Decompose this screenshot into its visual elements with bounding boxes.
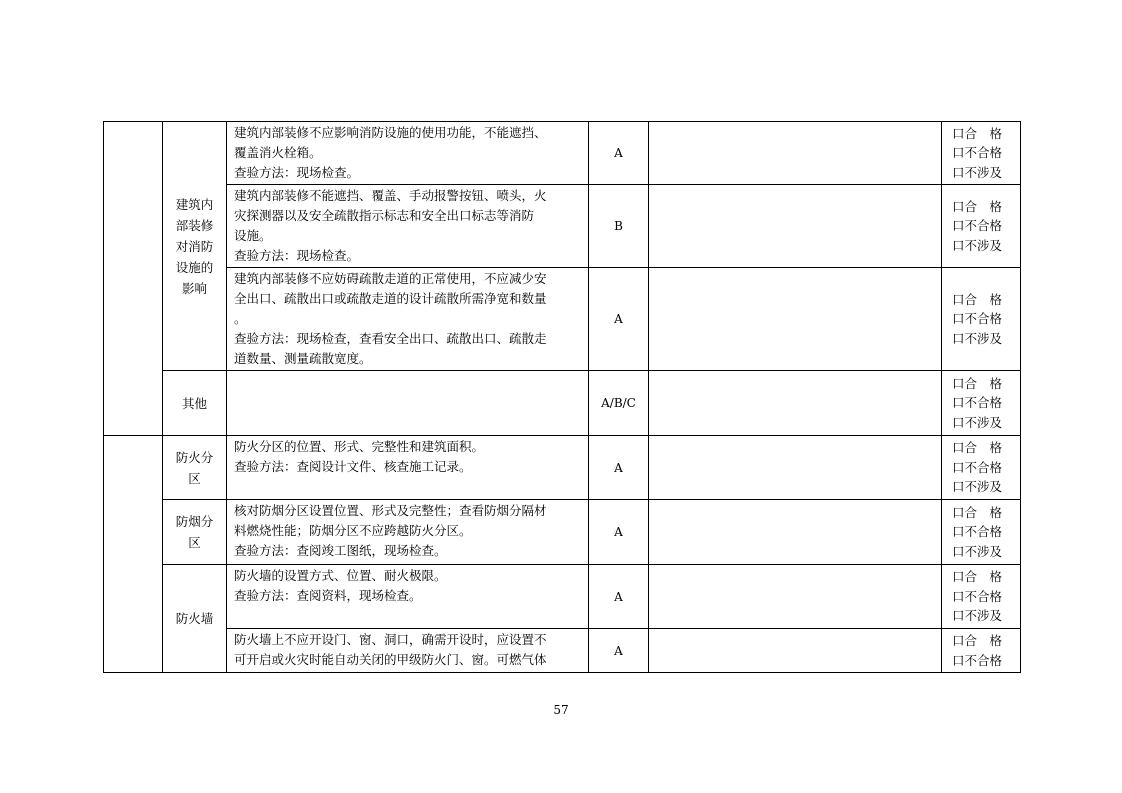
item-label: 防烟分区 <box>175 514 214 550</box>
note-cell <box>649 185 942 268</box>
grade-cell: A/B/C <box>589 371 649 436</box>
result-option: 口合 格 <box>952 291 1003 307</box>
note-cell <box>649 565 942 629</box>
requirement-cell <box>227 436 589 500</box>
result-option: 口不合格 <box>952 218 1003 234</box>
requirement-cell <box>227 629 589 673</box>
item-label: 建筑内部装修对消防设施的影响 <box>175 196 214 296</box>
requirement-line: 覆盖消火栓箱。 <box>234 145 322 160</box>
requirement-line: 全出口、疏散出口或疏散走道的设计疏散所需净宽和数量 <box>234 291 547 306</box>
item-cell: 防火墙 <box>163 565 227 673</box>
note-cell <box>649 500 942 565</box>
note-cell <box>649 268 942 371</box>
requirement-line: 查验方法：查阅资料，现场检查。 <box>234 588 422 603</box>
result-option: 口不涉及 <box>952 414 1003 430</box>
requirement-cell <box>227 185 589 268</box>
page-number: 57 <box>553 703 569 717</box>
table-row <box>104 565 1021 629</box>
note-cell <box>649 371 942 436</box>
result-option: 口不合格 <box>952 524 1003 540</box>
result-option: 口不合格 <box>952 652 1003 668</box>
note-cell <box>649 629 942 673</box>
table-row <box>104 500 1021 565</box>
requirement-line: 查验方法：查阅竣工图纸，现场检查。 <box>234 543 447 558</box>
result-option: 口合 格 <box>952 569 1003 585</box>
section-cell <box>104 122 163 436</box>
note-cell <box>649 436 942 500</box>
table-row <box>104 436 1021 500</box>
result-option: 口合 格 <box>952 375 1003 391</box>
requirement-line: 可开启或火灾时能自动关闭的甲级防火门、窗。可燃气体 <box>234 652 547 667</box>
result-cell <box>942 122 1021 185</box>
note-cell <box>649 122 942 185</box>
item-cell <box>163 436 227 500</box>
item-cell <box>163 500 227 565</box>
requirement-line: 灾探测器以及安全疏散指示标志和安全出口标志等消防 <box>234 208 535 223</box>
inspection-table <box>103 121 1021 673</box>
table-row <box>104 629 1021 673</box>
requirement-line: 防火墙的设置方式、位置、耐火极限。 <box>234 568 447 583</box>
result-option: 口不涉及 <box>952 164 1003 180</box>
requirement-line: 建筑内部装修不应妨碍疏散走道的正常使用，不应减少安 <box>234 271 547 286</box>
result-cell <box>942 500 1021 565</box>
result-cell <box>942 629 1021 673</box>
grade-cell: A <box>589 565 649 629</box>
table-row <box>104 185 1021 268</box>
grade-cell: A <box>589 629 649 673</box>
result-option: 口不合格 <box>952 311 1003 327</box>
result-option: 口合 格 <box>952 125 1003 141</box>
requirement-line: 查验方法：查阅设计文件、核查施工记录。 <box>234 459 472 474</box>
result-cell <box>942 185 1021 268</box>
grade-cell: A <box>589 436 649 500</box>
result-option: 口合 格 <box>952 440 1003 456</box>
result-option: 口不合格 <box>952 145 1003 161</box>
requirement-line: 料燃烧性能；防烟分区不应跨越防火分区。 <box>234 523 472 538</box>
requirement-line: 核对防烟分区设置位置、形式及完整性；查看防烟分隔材 <box>234 503 547 518</box>
requirement-cell <box>227 500 589 565</box>
item-label: 防火分区 <box>175 449 214 486</box>
table-row <box>104 122 1021 185</box>
item-cell <box>163 122 227 371</box>
requirement-line: 防火分区的位置、形式、完整性和建筑面积。 <box>234 439 485 454</box>
requirement-line: 防火墙上不应开设门、窗、洞口，确需开设时，应设置不 <box>234 632 547 647</box>
requirement-line: 。 <box>234 311 247 326</box>
item-cell: 其他 <box>163 371 227 436</box>
result-option: 口不涉及 <box>952 479 1003 495</box>
requirement-line: 设施。 <box>234 228 272 243</box>
section-cell <box>104 436 163 673</box>
requirement-cell <box>227 371 589 436</box>
result-option: 口合 格 <box>952 504 1003 520</box>
result-cell <box>942 565 1021 629</box>
result-cell <box>942 268 1021 371</box>
result-option: 口不合格 <box>952 459 1003 475</box>
grade-cell: A <box>589 122 649 185</box>
requirement-line: 查验方法：现场检查。 <box>234 165 360 180</box>
requirement-line: 道数量、测量疏散宽度。 <box>234 351 372 366</box>
result-option: 口合 格 <box>952 633 1003 648</box>
grade-cell: A <box>589 500 649 565</box>
requirement-line: 建筑内部装修不应影响消防设施的使用功能，不能遮挡、 <box>234 125 547 140</box>
result-option: 口不合格 <box>952 395 1003 411</box>
requirement-cell <box>227 122 589 185</box>
result-option: 口不涉及 <box>952 608 1003 624</box>
result-option: 口不涉及 <box>952 330 1003 346</box>
result-option: 口合 格 <box>952 198 1003 214</box>
result-option: 口不涉及 <box>952 543 1003 559</box>
requirement-cell <box>227 268 589 371</box>
result-option: 口不合格 <box>952 588 1003 604</box>
grade-cell: B <box>589 185 649 268</box>
requirement-line: 查验方法：现场检查，查看安全出口、疏散出口、疏散走 <box>234 331 547 346</box>
result-option: 口不涉及 <box>952 237 1003 253</box>
requirement-line: 查验方法：现场检查。 <box>234 248 360 263</box>
result-cell <box>942 371 1021 436</box>
requirement-line: 建筑内部装修不能遮挡、覆盖、手动报警按钮、喷头，火 <box>234 188 547 203</box>
requirement-cell <box>227 565 589 629</box>
table-row <box>104 371 1021 436</box>
result-cell <box>942 436 1021 500</box>
table-row <box>104 268 1021 371</box>
grade-cell: A <box>589 268 649 371</box>
